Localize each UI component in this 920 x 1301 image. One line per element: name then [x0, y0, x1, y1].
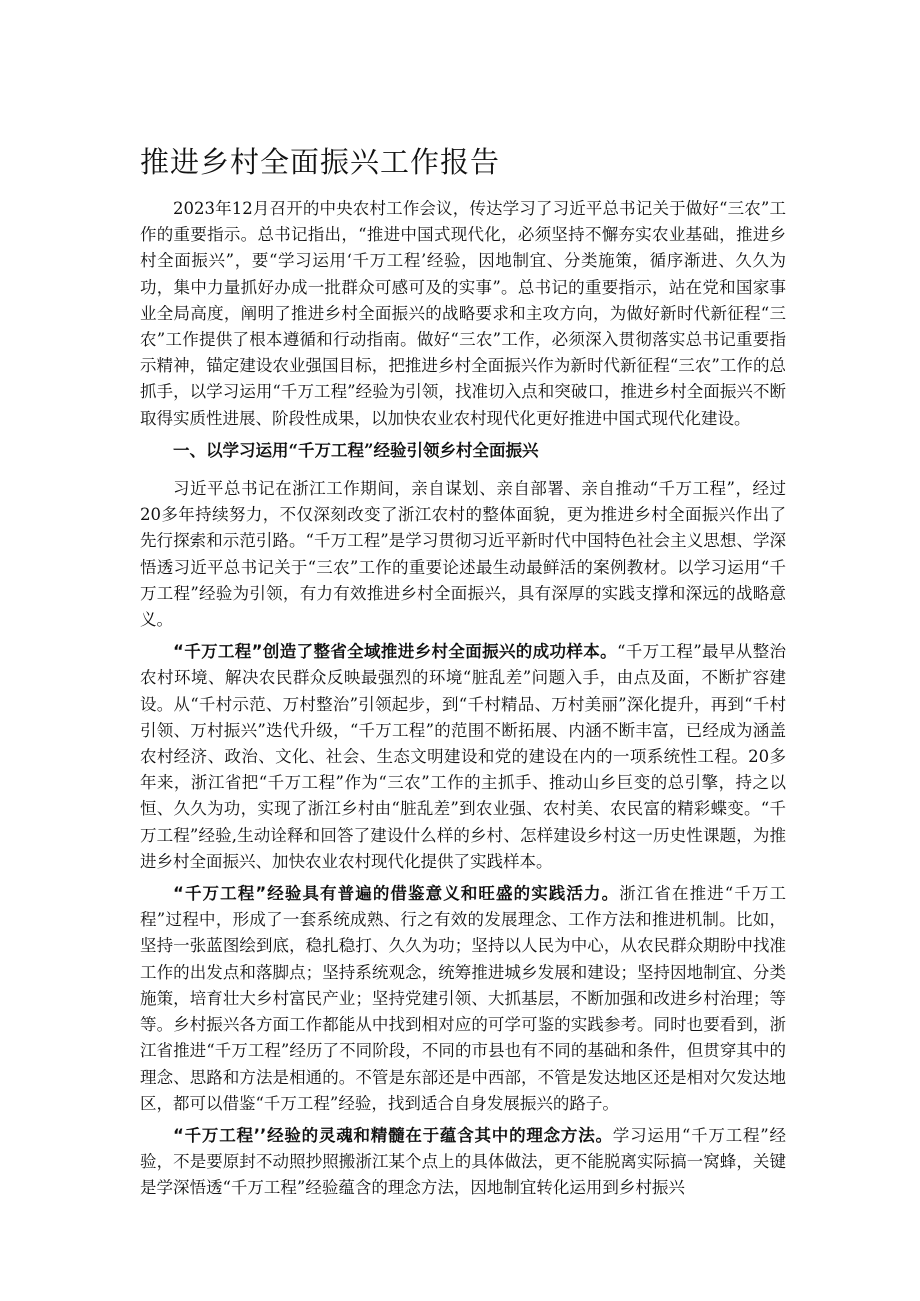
- paragraph-3-lead: “千万工程”经验具有普遍的借鉴意义和旺盛的实践活力。: [173, 884, 620, 904]
- paragraph-4-body: 学习运用“千万工程”经验，不是要原封不动照抄照搬浙江某个点上的具体做法，更不能脱离实际搞一窝蜂，关键是学深悟透“千万工程”经验蕴含的理念方法，因地制宜转化运用到乡村振兴: [140, 1125, 786, 1198]
- paragraph-3-body: 浙江省在推进“千万工程”过程中，形成了一套系统成熟、行之有效的发展理念、工作方法和推进机制。比如，坚持一张蓝图绘到底，稳扎稳打、久久为功；坚持以人民为中心，从农民群众期盼中找准工作的出发点和落脚点；坚持系统观念，统筹推进城乡发展和建设；坚持因地制宜、分类施策，培育壮大乡村富民产业；坚持党建引领、大抓基层，不断加强和改进乡村治理；等等。乡村振兴各方面工作都能从中找到相对应的可学可鉴的实践参考。同时也要看到，浙江省推进“千万工程”经历了不同阶段，不同的市县也有不同的基础和条件，但贯穿其中的理念、思路和方法是相通的。不管是东部还是中西部，不管是发达地区还是相对欠发达地区，都可以借鉴“千万工程”经验，找到适合自身发展振兴的路子。: [140, 884, 786, 1113]
- section-1-paragraph-4: [140, 1123, 786, 1202]
- section-1-paragraph-3: [140, 881, 786, 1117]
- paragraph-2-body: “千万工程”最早从整治农村环境、解决农民群众反映最强烈的环境“脏乱差”问题入手，由点及面，不断扩容建设。从“千村示范、万村整治”引领起步，到“千村精品、万村美丽”深化提升，再到“千村引领、万村振兴”迭代升级，“千万工程”的范围不断拓展、内涵不断丰富，已经成为涵盖农村经济、政治、文化、社会、生态文明建设和党的建设在内的一项系统性工程。20多年来，浙江省把“千万工程”作为“三农”工作的主抓手、推动山乡巨变的总引擎，持之以恒、久久为功，实现了浙江乡村由“脏乱差”到农业强、农村美、农民富的精彩蝶变。“千万工程”经验,生动诠释和回答了建设什么样的乡村、怎样建设乡村这一历史性课题，为推进乡村全面振兴、加快农业农村现代化提供了实践样本。: [140, 642, 786, 871]
- section-1-heading: 一、以学习运用“千万工程”经验引领乡村全面振兴: [173, 440, 539, 460]
- document-title: 推进乡村全面振兴工作报告: [140, 145, 501, 179]
- intro-paragraph: 2023年12月召开的中央农村工作会议，传达学习了习近平总书记关于做好“三农”工作的重要指示。总书记指出，“推进中国式现代化，必须坚持不懈夯实农业基础，推进乡村全面振兴”，要“学习运用‘千万工程’经验，因地制宜、分类施策，循序渐进、久久为功，集中力量抓好办成一批群众可感可及的实事”。总书记的重要指示，站在党和国家事业全局高度，阐明了推进乡村全面振兴的战略要求和主攻方向，为做好新时代新征程“三农”工作提供了根本遵循和行动指南。做好“三农”工作，必须深入贯彻落实总书记重要指示精神，锚定建设农业强国目标，把推进乡村全面振兴作为新时代新征程“三农”工作的总抓手，以学习运用“千万工程”经验为引领，找准切入点和突破口，推进乡村全面振兴不断取得实质性进展、阶段性成果，以加快农业农村现代化更好推进中国式现代化建设。: [140, 199, 786, 428]
- paragraph-2-lead: “千万工程”创造了整省全域推进乡村全面振兴的成功样本。: [173, 642, 617, 662]
- paragraph-4-lead: “千万工程’’经验的灵魂和精髓在于蕴含其中的理念方法。: [173, 1125, 613, 1145]
- document-page: [140, 140, 786, 1208]
- section-1-paragraph-1: 习近平总书记在浙江工作期间，亲自谋划、亲自部署、亲自推动“千万工程”，经过20多年持续努力，不仅深刻改变了浙江农村的整体面貌，更为推进乡村全面振兴作出了先行探索和示范引路。“千万工程”是学习贯彻习近平新时代中国特色社会主义思想、学深悟透习近平总书记关于“三农”工作的重要论述最生动最鲜活的案例教材。以学习运用“千万工程”经验为引领，有力有效推进乡村全面振兴，具有深厚的实践支撑和深远的战略意义。: [140, 479, 786, 630]
- section-1-paragraph-2: [140, 639, 786, 875]
